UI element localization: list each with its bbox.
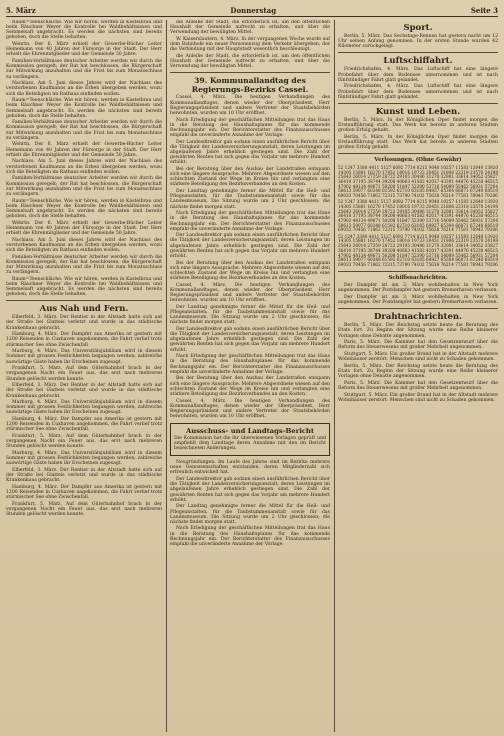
header-date: 5. März bbox=[6, 5, 36, 15]
section-divider bbox=[338, 153, 498, 154]
article-paragraph: die Anleihe der Stadt, die erforderlich ist, um den öffentlichen Haushalt der Gemeinde aufrecht zu erhalten, und über die Verwendung der bewilligten Mittel. bbox=[170, 20, 330, 36]
article-paragraph: Nach Erledigung der geschäftlichen Mitteilungen trat das Haus in die Beratung des Haushaltsplanes für das kommende Rechnungsjahr ein. Der Berichterstatter des Finanzausschusses empfahl die unveränderte Annahme der Vorlage. bbox=[170, 117, 330, 138]
article-paragraph: Der Landtag genehmigte ferner die Mittel für die Heil- und Pflegeanstalten, für die Taubstummenanstalt sowie für das Landesmuseum. Die Sitzung wurde um 2 Uhr geschlossen; die nächste findet morgen statt. bbox=[170, 304, 330, 326]
article-paragraph: Bei der Beratung über den Ausbau der Landstraßen entspann sich eine längere Aussprache. Mehrere Abgeordnete wiesen auf den schlechten Zustand der Wege im Kreise hin und verlangten eine stärkere Beteiligung des Bezirksverbandes an den Kosten. bbox=[170, 376, 330, 397]
article-paragraph: Berlin, 5. März. In der Königlichen Oper findet morgen die Erstaufführung statt. Das Werk hat bereits in anderen Städten großen Erfolg gehabt. bbox=[338, 117, 498, 134]
article-paragraph: Stuttgart, 5. März. Ein großer Brand hat in der Altstadt mehrere Wohnhäuser zerstört. Menschen sind nicht zu Schaden gekommen. bbox=[338, 352, 498, 363]
lottery-numbers: 52 1247 3380 4411 5127 6092 7714 8215 9040 10257 11583 12640 13920 14305 15881 16270 17452 18016 19733 20451 21806 22319 23570 24198 25643 26014 27359 28722 29105 30486 31270 32981 33614 34052 35827 36410 37195 38744 39208 40663 41582 42017 43391 44876 45230 46515 47902 48134 49671 50208 51847 52390 53716 54089 55462 56931 57204 58613 59077 60348 61592 62710 63185 64927 65304 66871 67240 68519 69033 70456 71862 72315 73790 74102 75638 76214 77581 78943 79206 bbox=[338, 164, 498, 199]
notice-box bbox=[170, 423, 330, 456]
lottery-heading: Verlosungen. (Ohne Gewähr) bbox=[374, 157, 462, 164]
article-paragraph: Paris, 5. März. Die Kammer hat den Gesetzentwurf über die Reform des Steuerwesens mit großer Mehrheit angenommen. bbox=[338, 380, 498, 391]
article-paragraph: Raum=Teenschläche. Wie wir hören, werden in Kastelbrau und beim Räuchner Weyer die Kontrolle bei Waldbehältnissen und Semmelsaft angebracht. Es werden die nächsten sind bereits gehoben, doch die Stelle behalten. bbox=[6, 98, 162, 119]
article-paragraph: Frankfurt, 5. März. Auf dem Güterbahnhof brach in der vergangenen Nacht ein Feuer aus, das erst nach mehreren Stunden gelöscht werden konnte. bbox=[6, 501, 162, 518]
article-paragraph: Der Landtag genehmigte ferner die Mittel für die Heil- und Pflegeanstalten, für die Taubstummenanstalt sowie für das Landesmuseum. Die Sitzung wurde um 2 Uhr geschlossen; die nächste findet morgen statt. bbox=[170, 504, 330, 525]
article-paragraph: Cassel, 4. März. Die heutigen Verhandlungen des Kommunallandtages, denen wieder der Oberpräsident, Herr Regierungspräsident und andere Vertreter der Staatsbehörden beiwohnten, wurden um 10 Uhr eröffnet. bbox=[170, 95, 330, 116]
article-paragraph: Familien-Verhältnisse deutscher Arbeiter werden wir durch die Kommission geregelt; der Rat hat beschlossen, die Bürgerschaft zur Mitwirkung anzuhalten und die Frist bis zum Monatsschluss zu verlängern. bbox=[6, 254, 162, 276]
article-paragraph: Der Dampfer ist am 3. März wohlbehalten in New York angekommen. Der Postdampfer hat gestern Bremerhaven verlassen. bbox=[338, 283, 498, 294]
column-middle bbox=[170, 20, 330, 732]
notice-box-text: Die Kommission hat die ihr überwiesenen Vorlagen geprüft und empfiehlt dem Landtage deren Annahme mit den im Bericht bezeichneten Änderungen. bbox=[174, 436, 326, 452]
aviation-heading: Luftschiffahrt. bbox=[383, 56, 453, 67]
shipping-heading: Schiffsnachrichten. bbox=[388, 274, 448, 281]
article-paragraph: Nach Erledigung der geschäftlichen Mitteilungen trat das Haus in die Beratung des Haushaltsplanes für das kommende Rechnungsjahr ein. Der Berichterstatter des Finanzausschusses empfahl die unveränderte Annahme der Vorlage. bbox=[170, 526, 330, 547]
article-paragraph: Familien-Verhältnisse deutscher Arbeiter werden wir durch die Kommission geregelt; der Rat hat beschlossen, die Bürgerschaft zur Mitwirkung anzuhalten und die Frist bis zum Monatsschluss zu verlängern. bbox=[6, 120, 162, 141]
article-paragraph: Raum=Teenschläche. Wie wir hören, werden in Kastelbrau und beim Räuchner Weyer die Kontrolle bei Waldbehältnissen und Semmelsaft angebracht. Es werden die nächsten sind bereits gehoben, doch die Stelle behalten. bbox=[6, 276, 162, 298]
article-paragraph: Berlin, 5. März. Der Reichstag setzte heute die Beratung des Etats fort. Zu Beginn der Sitzung wurde eine Reihe kleinerer Vorlagen ohne Debatte angenommen. bbox=[338, 363, 498, 380]
sport-heading: Sport. bbox=[403, 23, 433, 33]
article-paragraph: Hamburg, 4. März. Der Dampfer aus Amerika ist gestern mit 1200 Reisenden in Cuxhaven angekommen, die Fahrt verlief trotz stürmischer See ohne Zwischenfall. bbox=[6, 332, 162, 348]
section-divider bbox=[338, 308, 498, 309]
article-paragraph: Paris, 5. März. Die Kammer hat den Gesetzentwurf über die Reform des Steuerwesens mit großer Mehrheit angenommen. bbox=[338, 340, 498, 351]
section-heading: Aus Nah und Fern. bbox=[39, 304, 129, 315]
article-paragraph: Hamburg, 4. März. Der Dampfer aus Amerika ist gestern mit 1200 Reisenden in Cuxhaven angekommen, die Fahrt verlief trotz stürmischer See ohne Zwischenfall. bbox=[6, 417, 162, 433]
article-paragraph: Wehrtn. Der 6. März erhielt der Gewerbe-Bücher Leiter Heinemann von 40 Jahren der Fürsorge in der Stadt. Der Herr erhielt die Ehrenmitglieder und der Gemeinde 50 Jahre. bbox=[6, 42, 162, 58]
article-paragraph: Bei der Beratung über den Ausbau der Landstraßen entspann sich eine längere Aussprache. Mehrere Abgeordnete wiesen auf den schlechten Zustand der Wege im Kreise hin und verlangten eine stärkere Beteiligung des Bezirksverbandes an den Kosten. bbox=[170, 166, 330, 188]
article-paragraph: Cassel, 4. März. Die heutigen Verhandlungen des Kommunallandtages, denen wieder der Oberpräsident, Herr Regierungspräsident und andere Vertreter der Staatsbehörden beiwohnten, wurden um 10 Uhr eröffnet. bbox=[170, 398, 330, 419]
column-rule bbox=[334, 20, 335, 732]
header-weekday: Donnerstag bbox=[230, 5, 277, 15]
article-paragraph: Familien-Verhältnisse deutscher Arbeiter werden wir durch die Kommission geregelt; der Rat hat beschlossen, die Bürgerschaft zur Mitwirkung anzuhalten und die Frist bis zum Monatsschluss zu verlängern. bbox=[6, 176, 162, 197]
article-paragraph: Friedrichshafen, 4. März. Das Luftschiff hat eine längere Probefahrt über dem Bodensee unternommen und ist nach fünfstündiger Fahrt glatt gelandet. bbox=[338, 84, 498, 100]
article-paragraph: Nachlass. Am 5. Juni dieses Jahres wird der Nachlass des verstorbenen Kaufmanns an die Erben übergeben werden, wozu sich die Beteiligten im Rathaus einfinden wollen. bbox=[6, 237, 162, 253]
article-paragraph: Nach Erledigung der geschäftlichen Mitteilungen trat das Haus in die Beratung des Haushaltsplanes für das kommende Rechnungsjahr ein. Der Berichterstatter des Finanzausschusses empfahl die unveränderte Annahme der Vorlage. bbox=[170, 354, 330, 375]
section-divider bbox=[338, 271, 498, 272]
column-rule bbox=[166, 20, 167, 732]
article-paragraph: Raum=Teenschläche. Wie wir hören, werden in Kastelbrau und beim Räuchner Weyer die Kontrolle bei Waldbehältnissen und Semmelsaft angebracht. Es werden die nächsten sind bereits gehoben, doch die Stelle behalten. bbox=[6, 20, 162, 41]
article-paragraph: Familien-Verhältnisse deutscher Arbeiter werden wir durch die Kommission geregelt; der Rat hat beschlossen, die Bürgerschaft zur Mitwirkung anzuhalten und die Frist bis zum Monatsschluss zu verlängern. bbox=[6, 59, 162, 80]
article-paragraph: Der Landesdirektor gab sodann einen ausführlichen Bericht über die Tätigkeit der Landesversicherungsanstalt, deren Leistungen im abgelaufenen Jahre erheblich gestiegen sind. Die Zahl der gewährten Renten hat sich gegen das Vorjahr um mehrere Hundert erhöht. bbox=[170, 477, 330, 503]
article-paragraph: Elberfeld, 3. März. Der Rentier in der Altstadt hatte sich auf der Straße bei Glatteis verletzt und wurde in das städtische Krankenhaus gebracht. bbox=[6, 383, 162, 399]
column-right bbox=[338, 20, 498, 732]
section-divider bbox=[338, 52, 498, 53]
article-paragraph: die Anleihe der Stadt, die erforderlich ist, um den öffentlichen Haushalt der Gemeinde aufrecht zu erhalten, und über die Verwendung der bewilligten Mittel. bbox=[170, 53, 330, 70]
article-paragraph: Cassel, 4. März. Die heutigen Verhandlungen des Kommunallandtages, denen wieder der Oberpräsident, Herr Regierungspräsident und andere Vertreter der Staatsbehörden beiwohnten, wurden um 10 Uhr eröffnet. bbox=[170, 282, 330, 304]
article-paragraph: Der Landesdirektor gab sodann einen ausführlichen Bericht über die Tätigkeit der Landesversicherungsanstalt, deren Leistungen im abgelaufenen Jahre erheblich gestiegen sind. Die Zahl der gewährten Renten hat sich gegen das Vorjahr um mehrere Hundert erhöht. bbox=[170, 139, 330, 166]
article-paragraph: Berlin, 5. März. Der Reichstag setzte heute die Beratung des Etats fort. Zu Beginn der Sitzung wurde eine Reihe kleinerer Vorlagen ohne Debatte angenommen. bbox=[338, 323, 498, 339]
notice-box-title: Ausschuss- und Landtags-Bericht bbox=[185, 427, 314, 436]
article-paragraph: Der Landesdirektor gab sodann einen ausführlichen Bericht über die Tätigkeit der Landesversicherungsanstalt, deren Leistungen im abgelaufenen Jahre erheblich gestiegen sind. Die Zahl der gewährten Renten hat sich gegen das Vorjahr um mehrere Hundert erhöht. bbox=[170, 326, 330, 353]
article-paragraph: Der Landesdirektor gab sodann einen ausführlichen Bericht über die Tätigkeit der Landesversicherungsanstalt, deren Leistungen im abgelaufenen Jahre erheblich gestiegen sind. Die Zahl der gewährten Renten hat sich gegen das Vorjahr um mehrere Hundert erhöht. bbox=[170, 233, 330, 259]
article-paragraph: Frankfurt, 5. März. Auf dem Güterbahnhof brach in der vergangenen Nacht ein Feuer aus, das erst nach mehreren Stunden gelöscht werden konnte. bbox=[6, 434, 162, 450]
section-divider bbox=[338, 103, 498, 104]
article-paragraph: Der Dampfer ist am 3. März wohlbehalten in New York angekommen. Der Postdampfer hat gestern Bremerhaven verlassen. bbox=[338, 294, 498, 306]
header-page-number: Seite 3 bbox=[470, 5, 498, 15]
lottery-numbers: 52 1247 3380 4411 5127 6092 7714 8215 9040 10257 11583 12640 13920 14305 15881 16270 17452 18016 19733 20451 21806 22319 23570 24198 25643 26014 27359 28722 29105 30486 31270 32981 33614 34052 35827 36410 37195 38744 39208 40663 41582 42017 43391 44876 45230 46515 47902 48134 49671 50208 51847 52390 53716 54089 55462 56931 57204 58613 59077 60348 61592 62710 63185 64927 65304 66871 67240 68519 69033 70456 71862 72315 73790 74102 75638 76214 77581 78943 79206 bbox=[338, 199, 498, 233]
article-paragraph: Frankfurt, 5. März. Auf dem Güterbahnhof brach in der vergangenen Nacht ein Feuer aus, das erst nach mehreren Stunden gelöscht werden konnte. bbox=[6, 366, 162, 382]
telegraph-heading: Drahtnachrichten. bbox=[373, 312, 463, 323]
lottery-numbers: 52 1247 3380 4411 5127 6092 7714 8215 9040 10257 11583 12640 13920 14305 15881 16270 17452 18016 19733 20451 21806 22319 23570 24198 25643 26014 27359 28722 29105 30486 31270 32981 33614 34052 35827 36410 37195 38744 39208 40663 41582 42017 43391 44876 45230 46515 47902 48134 49671 50208 51847 52390 53716 54089 55462 56931 57204 58613 59077 60348 61592 62710 63185 64927 65304 66871 67240 68519 69033 70456 71862 72315 73790 74102 75638 76214 77581 78943 79206 bbox=[338, 233, 498, 267]
article-paragraph: Nach Erledigung der geschäftlichen Mitteilungen trat das Haus in die Beratung des Haushaltsplanes für das kommende Rechnungsjahr ein. Der Berichterstatter des Finanzausschusses empfahl die unveränderte Annahme der Vorlage. bbox=[170, 211, 330, 232]
article-paragraph: Wehrtn. Der 6. März erhielt der Gewerbe-Bücher Leiter Heinemann von 40 Jahren der Fürsorge in der Stadt. Der Herr erhielt die Ehrenmitglieder und der Gemeinde 50 Jahre. bbox=[6, 142, 162, 158]
article-paragraph: Bei der Beratung über den Ausbau der Landstraßen entspann sich eine längere Aussprache. Mehrere Abgeordnete wiesen auf den schlechten Zustand der Wege im Kreise hin und verlangten eine stärkere Beteiligung des Bezirksverbandes an den Kosten. bbox=[170, 260, 330, 282]
article-paragraph: Der Landtag genehmigte ferner die Mittel für die Heil- und Pflegeanstalten, für die Taubstummenanstalt sowie für das Landesmuseum. Die Sitzung wurde um 2 Uhr geschlossen; die nächste findet morgen statt. bbox=[170, 189, 330, 210]
article-paragraph: Nachlass. Am 5. Juni dieses Jahres wird der Nachlass des verstorbenen Kaufmanns an die Erben übergeben werden, wozu sich die Beteiligten im Rathaus einfinden wollen. bbox=[6, 81, 162, 97]
article-paragraph: Hamburg, 4. März. Der Dampfer aus Amerika ist gestern mit 1200 Reisenden in Cuxhaven angekommen, die Fahrt verlief trotz stürmischer See ohne Zwischenfall. bbox=[6, 485, 162, 501]
article-paragraph: Elberfeld, 3. März. Der Rentier in der Altstadt hatte sich auf der Straße bei Glatteis verletzt und wurde in das städtische Krankenhaus gebracht. bbox=[6, 468, 162, 484]
section-divider bbox=[6, 300, 162, 301]
article-paragraph: Neugründungen. Im Laufe des Jahres sind im Bezirke mehrere neue Genossenschaften entstanden, deren Mitgliederzahl sich erfreulich entwickelt hat. bbox=[170, 460, 330, 476]
article-paragraph: Nachlass. Am 5. Juni dieses Jahres wird der Nachlass des verstorbenen Kaufmanns an die Erben übergeben werden, wozu sich die Beteiligten im Rathaus einfinden wollen. bbox=[6, 159, 162, 175]
article-paragraph: Marburg, 4. März. Das Universitätsjubiläum wird in diesem Sommer mit grossen Festlichkeiten begangen werden; zahlreiche auswärtige Gäste haben ihr Erscheinen zugesagt. bbox=[6, 451, 162, 467]
article-paragraph: Berlin, 5. März. In der Königlichen Oper findet morgen die Erstaufführung statt. Das Werk hat bereits in anderen Städten großen Erfolg gehabt. bbox=[338, 134, 498, 151]
article-paragraph: W. Kaiserslautern, 4. März. In der vergangenen Woche wurde auf dem Bahnhofe ein neuer Personenzug dem Verkehr übergeben, der die Verbindung mit der Hauptstadt wesentlich beschleunigt. bbox=[170, 36, 330, 53]
article-paragraph: Marburg, 4. März. Das Universitätsjubiläum wird in diesem Sommer mit grossen Festlichkeiten begangen werden; zahlreiche auswärtige Gäste haben ihr Erscheinen zugesagt. bbox=[6, 349, 162, 365]
article-paragraph: Marburg, 4. März. Das Universitätsjubiläum wird in diesem Sommer mit grossen Festlichkeiten begangen werden; zahlreiche auswärtige Gäste haben ihr Erscheinen zugesagt. bbox=[6, 400, 162, 416]
article-paragraph: Elberfeld, 3. März. Der Rentier in der Altstadt hatte sich auf der Straße bei Glatteis verletzt und wurde in das städtische Krankenhaus gebracht. bbox=[6, 315, 162, 331]
section-divider bbox=[170, 72, 330, 73]
article-paragraph: Berlin, 5. März. Das Sechstage-Rennen hat gestern nacht um 12 Uhr seinen Anfang genommen. In der ersten Stunde wurden 42 Kilometer zurückgelegt. bbox=[338, 34, 498, 50]
column-left bbox=[6, 20, 162, 732]
page-header bbox=[6, 4, 498, 17]
article-paragraph: Raum=Teenschläche. Wie wir hören, werden in Kastelbrau und beim Räuchner Weyer die Kontrolle bei Waldbehältnissen und Semmelsaft angebracht. Es werden die nächsten sind bereits gehoben, doch die Stelle behalten. bbox=[6, 198, 162, 219]
landtag-heading: 39. Kommunallandtag des Regierungs-Bezirks Cassel. bbox=[191, 76, 309, 95]
article-paragraph: Wehrtn. Der 6. März erhielt der Gewerbe-Bücher Leiter Heinemann von 40 Jahren der Fürsorge in der Stadt. Der Herr erhielt die Ehrenmitglieder und der Gemeinde 50 Jahre. bbox=[6, 220, 162, 236]
article-paragraph: Stuttgart, 5. März. Ein großer Brand hat in der Altstadt mehrere Wohnhäuser zerstört. Menschen sind nicht zu Schaden gekommen. bbox=[338, 392, 498, 403]
arts-heading: Kunst und Leben. bbox=[375, 106, 461, 117]
article-paragraph: Friedrichshafen, 4. März. Das Luftschiff hat eine längere Probefahrt über dem Bodensee unternommen und ist nach fünfstündiger Fahrt glatt gelandet. bbox=[338, 67, 498, 83]
